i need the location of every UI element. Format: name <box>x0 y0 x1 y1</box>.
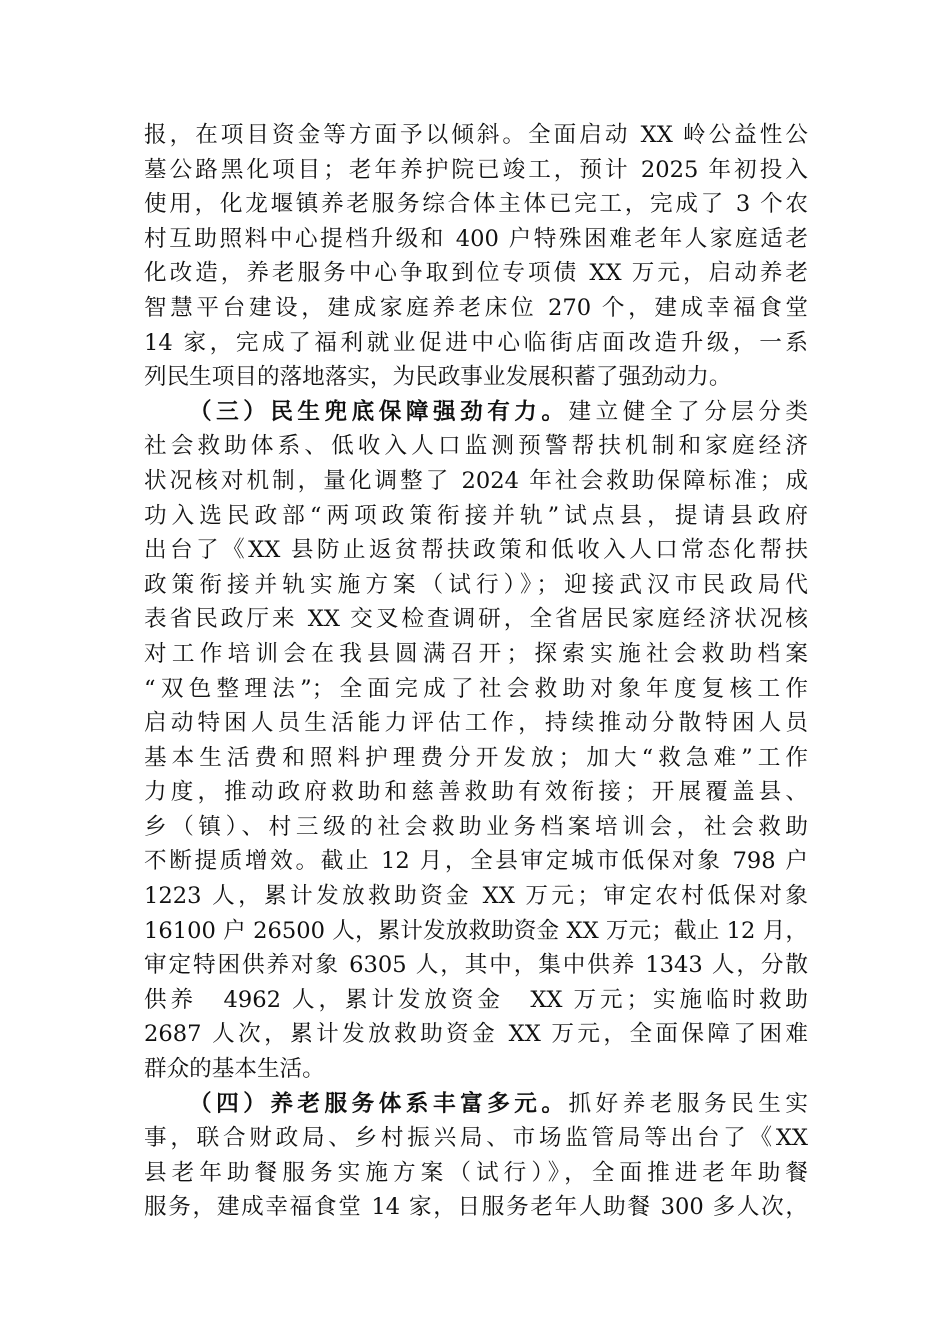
section-three-line: 供养 4962 人，累计发放资金 XX 万元；实施临时救助 <box>144 986 808 1013</box>
paragraph-line: 使用，化龙堰镇养老服务综合体主体已完工，完成了 3 个农 <box>144 191 808 218</box>
section-three-line: 社会救助体系、低收入人口监测预警帮扶机制和家庭经济 <box>144 433 808 460</box>
section-three-line: 启动特困人员生活能力评估工作，持续推动分散特困人员 <box>144 710 808 737</box>
section-three-line: 不断提质增效。截止 12 月，全县审定城市低保对象 798 户 <box>144 848 808 875</box>
paragraph-line: 报，在项目资金等方面予以倾斜。全面启动 XX 岭公益性公 <box>144 122 808 148</box>
section-three-line: 出台了《XX 县防止返贫帮扶政策和低收入人口常态化帮扶 <box>144 537 808 564</box>
paragraph-line: 列民生项目的落地落实，为民政事业发展积蓄了强劲动力。 <box>144 364 732 391</box>
section-four-line: 县老年助餐服务实施方案（试行）》，全面推进老年助餐 <box>144 1159 808 1186</box>
paragraph-line: 14 家，完成了福利就业促进中心临街店面改造升级，一系 <box>144 329 808 356</box>
section-four-line: 事，联合财政局、乡村振兴局、市场监管局等出台了《XX <box>144 1125 808 1152</box>
section-three-heading: （三）民生兜底保障强劲有力。 <box>189 398 569 425</box>
section-three-line: 表省民政厅来 XX 交叉检查调研，全省居民家庭经济状况核 <box>144 606 808 633</box>
section-three-line: 状况核对机制，量化调整了 2024 年社会救助保障标准；成 <box>144 467 808 494</box>
section-three-first-line-text: 建立健全了分层分类 <box>568 398 808 425</box>
section-three-line: 力度，推动政府救助和慈善救助有效衔接；开展覆盖县、 <box>144 779 808 806</box>
section-three-line: 功入选民政部“两项政策衔接并轨”试点县，提请县政府 <box>144 502 808 529</box>
section-three-line: 群众的基本生活。 <box>144 1056 325 1083</box>
section-three-line: “双色整理法”；全面完成了社会救助对象年度复核工作 <box>144 675 808 702</box>
section-three-line: 16100 户 26500 人，累计发放救助资金 XX 万元；截止 12 月， <box>144 917 808 944</box>
section-three-line: 政策衔接并轨实施方案（试行）》；迎接武汉市民政局代 <box>144 571 808 598</box>
document-body <box>144 118 808 1225</box>
section-three-line: 乡（镇）、村三级的社会救助业务档案培训会，社会救助 <box>144 813 808 840</box>
paragraph-line: 墓公路黑化项目；老年养护院已竣工，预计 2025 年初投入 <box>144 156 808 183</box>
section-four-first-line-text: 抓好养老服务民生实 <box>568 1090 808 1117</box>
paragraph-line: 化改造，养老服务中心争取到位专项债 XX 万元，启动养老 <box>144 260 808 287</box>
section-three-line: 1223 人，累计发放救助资金 XX 万元；审定农村低保对象 <box>144 883 808 910</box>
section-three-line: 审定特困供养对象 6305 人，其中，集中供养 1343 人，分散 <box>144 952 808 979</box>
paragraph-line: 智慧平台建设，建成家庭养老床位 270 个，建成幸福食堂 <box>144 294 808 321</box>
section-four-heading: （四）养老服务体系丰富多元。 <box>189 1090 569 1117</box>
section-three-line: 基本生活费和照料护理费分开发放；加大“救急难”工作 <box>144 744 808 771</box>
section-three-line: 2687 人次，累计发放救助资金 XX 万元，全面保障了困难 <box>144 1021 808 1048</box>
section-three-line: 对工作培训会在我县圆满召开；探索实施社会救助档案 <box>144 640 808 667</box>
paragraph-line: 村互助照料中心提档升级和 400 户特殊困难老年人家庭适老 <box>144 225 808 252</box>
section-four-first-line <box>144 1087 808 1122</box>
section-three-first-line <box>144 395 808 430</box>
section-four-line: 服务，建成幸福食堂 14 家，日服务老年人助餐 300 多人次， <box>144 1194 808 1221</box>
